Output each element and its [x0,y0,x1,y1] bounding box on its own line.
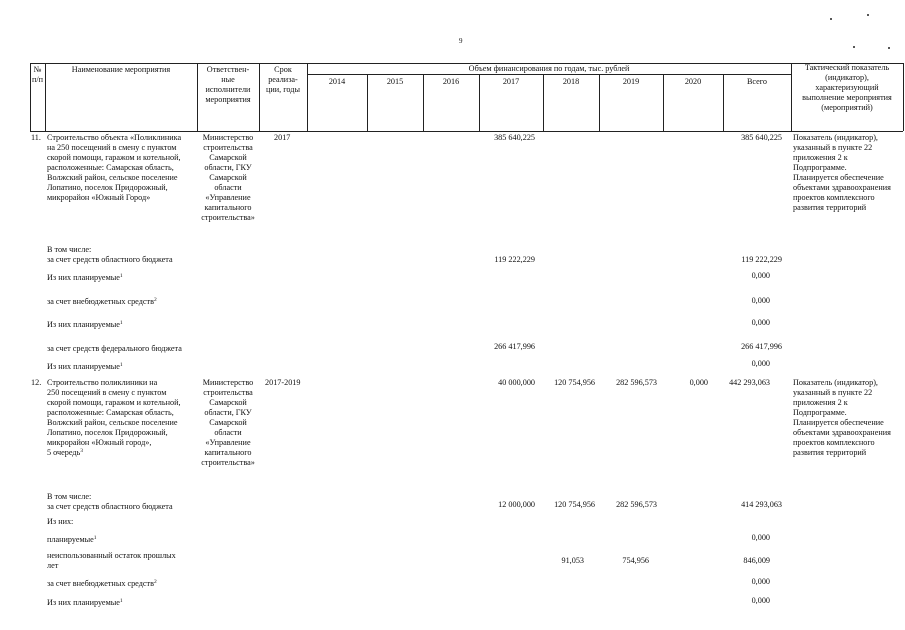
header-year-2018: 2018 [562,77,580,86]
item11-planned1-total: 0,000 [751,271,770,280]
item11-planned3-total: 0,000 [751,359,770,368]
item11-name: Строительство объекта «Поликлиника на 250 посещений в смену с пунктом скорой помощи, гаражом и котельной, расположенные: Самарская область, Волжский район, сельское поселение Лопатино, поселок Придорожный, микрорайон «Южный Город» [47,133,182,202]
item12-2019: 282 596,573 [616,378,657,387]
item12-indicator: Показатель (индикатор), указанный в пункте 22 приложения 2 к Подпрограмме. Планируется обеспечение объектами здравоохранения проектов комплексного развития территорий [793,378,891,457]
item12-total: 442 293,063 [729,378,770,387]
item12-regional-2017: 12 000,000 [498,500,535,509]
item11-num: 11. [31,133,41,142]
item11-planned3-row: Из них планируемые$^1$ [47,362,123,371]
item12-incl: В том числе: [47,492,92,501]
item11-indicator: Показатель (индикатор), указанный в пункте 22 приложения 2 к Подпрограмме. Планируется обеспечение объектами здравоохранения проектов комплексного развития территорий [793,133,891,212]
header-term: Срок реализа- ции, годы [266,65,300,94]
item11-federal-2017: 266 417,996 [494,342,535,351]
item12-extra-row: за счет внебюджетных средств$^2$ [47,579,157,588]
item12-unused-2019: 754,956 [622,556,649,565]
item12-2017: 40 000,000 [498,378,535,387]
header-financing: Объем финансирования по годам, тыс. рублей [468,64,630,73]
item12-planned2-total: 0,000 [751,596,770,605]
item12-2020: 0,000 [689,378,708,387]
financing-header-divider [307,74,791,75]
item11-total: 385 640,225 [741,133,782,142]
header-total: Всего [746,77,768,86]
item11-federal-label: за счет средств федерального бюджета [47,344,182,353]
item11-planned2-row: Из них планируемые$^1$ [47,320,123,329]
item11-regional-2017: 119 222,229 [494,255,535,264]
item12-regional-2019: 282 596,573 [616,500,657,509]
item12-planned-row: планируемые$^1$ [47,535,97,544]
item12-ofthem: Из них: [47,517,74,526]
item12-unused-total: 846,009 [743,556,770,565]
item12-planned-label: планируемые [47,535,94,544]
item11-federal-total: 266 417,996 [741,342,782,351]
item11-extra-row: за счет внебюджетных средств$^2$ [47,297,157,306]
header-year-2020: 2020 [684,77,702,86]
item11-extra-total: 0,000 [751,296,770,305]
item12-responsible: Министерство строительства Самарской области, ГКУ Самарской области «Управление капитального строительства» [201,378,255,467]
header-year-2017: 2017 [502,77,520,86]
header-year-2014: 2014 [328,77,346,86]
item11-planned2-total: 0,000 [751,318,770,327]
item12-planned-total: 0,000 [751,533,770,542]
item11-responsible: Министерство строительства Самарской области, ГКУ Самарской области «Управление капитального строительства» [201,133,255,222]
item12-unused-label: неиспользованный остаток прошлых лет [47,551,176,570]
item12-unused-2018: 91,053 [561,556,584,565]
item11-term: 2017 [274,133,291,142]
scan-speck [888,47,890,49]
item11-planned3-label: Из них планируемые [47,362,120,371]
header-indicator: Тактический показатель (индикатор), характеризующий выполнение мероприятия (мероприятий) [802,63,892,112]
item11-planned2-label: Из них планируемые [47,320,120,329]
header-year-2016: 2016 [442,77,460,86]
header-year-2015: 2015 [386,77,404,86]
item12-regional-2018: 120 754,956 [554,500,595,509]
item12-planned2-row: Из них планируемые$^1$ [47,598,123,607]
item12-2018: 120 754,956 [554,378,595,387]
header-name: Наименование мероприятия [71,65,171,74]
item11-planned1-row: Из них планируемые$^1$ [47,273,123,282]
scan-speck [867,14,869,16]
item12-planned2-label: Из них планируемые [47,598,120,607]
item11-incl: В том числе: [47,245,92,254]
item12-extra-total: 0,000 [751,577,770,586]
item11-regional-label: за счет средств областного бюджета [47,255,173,264]
item11-regional-total: 119 222,229 [741,255,782,264]
item12-regional-label: за счет средств областного бюджета [47,502,173,511]
item12-regional-total: 414 293,063 [741,500,782,509]
scan-speck [853,46,855,48]
item11-2017: 385 640,225 [494,133,535,142]
item12-name: Строительство поликлиники на 250 посещений в смену с пунктом скорой помощи, гаражом и котельной, расположенные: Самарская область, Волжский район, сельское поселение Лопатино, поселок Придорожный, микрорайон «Южный город», 5 очередь [47,378,181,457]
col-line [903,63,904,131]
header-responsible: Ответствен- ные исполнители мероприятия [205,65,251,104]
item12-extra-label: за счет внебюджетных средств [47,579,154,588]
header-year-2019: 2019 [622,77,640,86]
page-number: 9 [459,37,463,45]
item12-term: 2017-2019 [265,378,301,387]
scan-speck [830,18,832,20]
item12-num: 12. [31,378,42,387]
header-bottom-border [30,131,903,132]
header-num: № п/п [31,65,44,84]
item11-planned1-label: Из них планируемые [47,273,120,282]
item12-name-cell: Строительство поликлиники на 250 посещений в смену с пунктом скорой помощи, гаражом и котельной, расположенные: Самарская область, Волжский район, сельское поселение Лопатино, поселок Придорожный, микрорайон «Южный город», 5 очередь$^3$ [47,378,181,457]
item11-extra-label: за счет внебюджетных средств [47,297,154,306]
